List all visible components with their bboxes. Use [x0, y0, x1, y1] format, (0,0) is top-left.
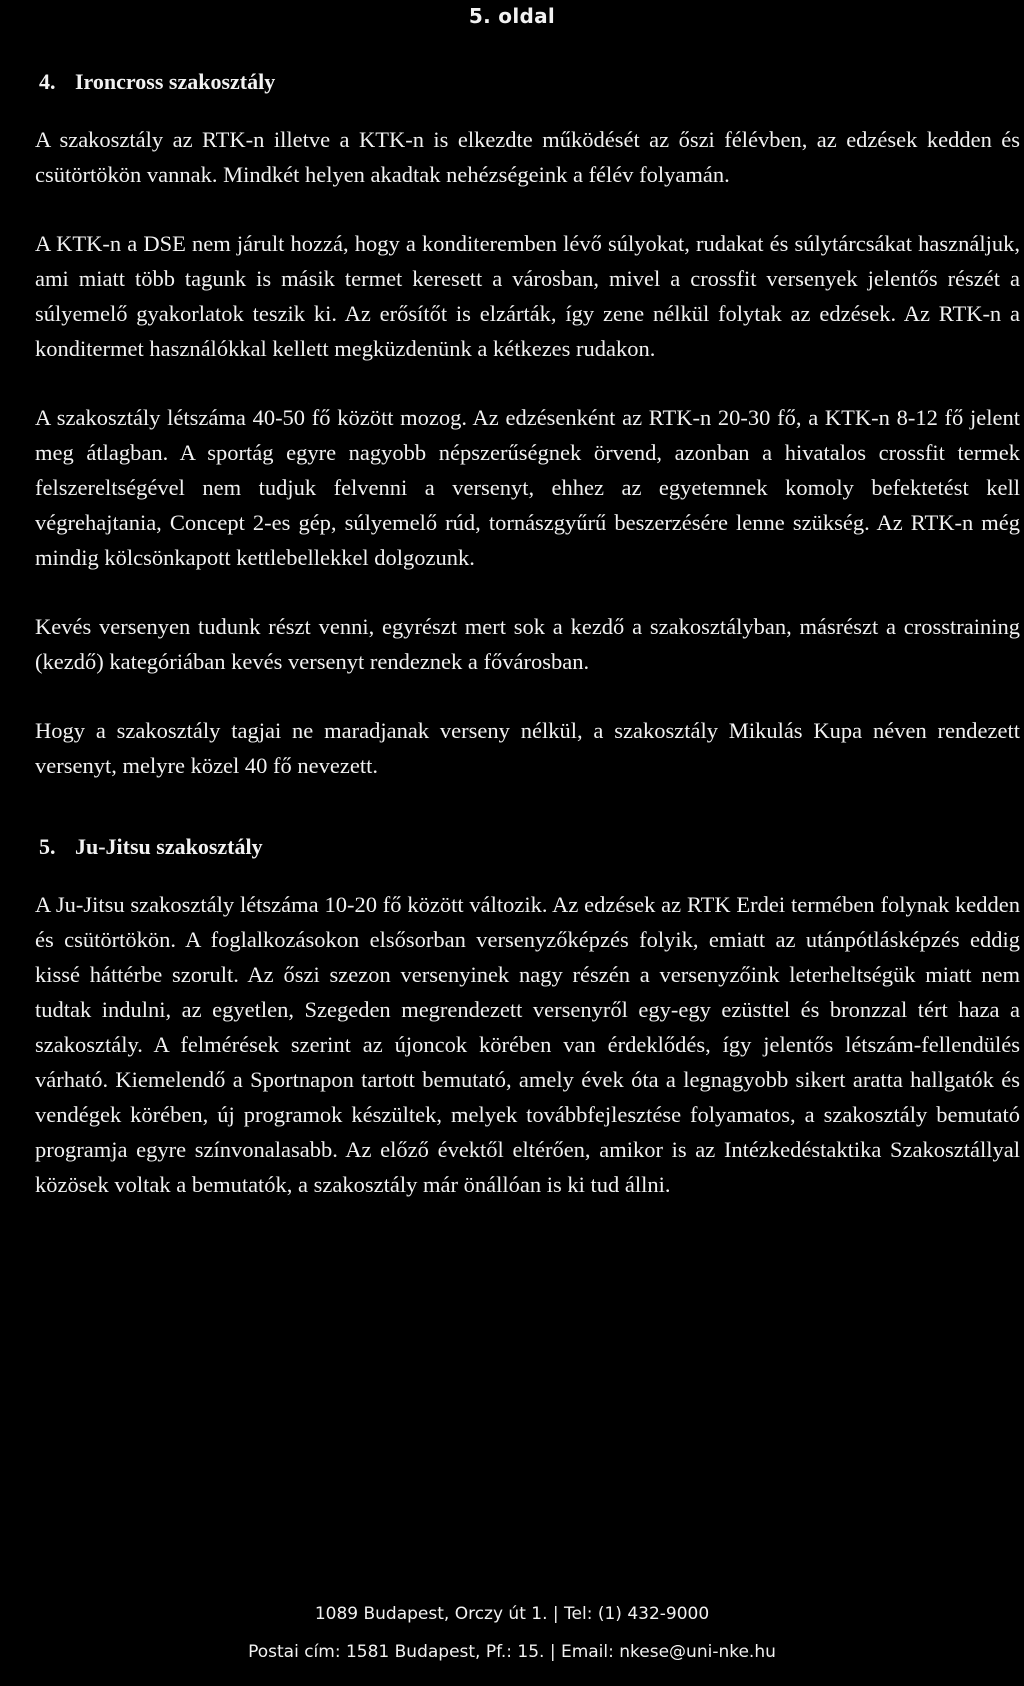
paragraph: A szakosztály az RTK-n illetve a KTK-n is elkezdte működését az őszi félévben, az edzések kedden és csütörtökön vannak. Mindkét helyen akadtak nehézségeink a félév folyamán.: [35, 127, 1020, 187]
section-heading-ironcross: [39, 66, 1020, 98]
paragraph: A KTK-n a DSE nem járult hozzá, hogy a konditeremben lévő súlyokat, rudakat és súlytárcsákat használjuk, ami miatt több tagunk is másik termet keresett a városban, mivel a crossfit versenyek jelentős részét a súlyemelő gyakorlatok teszik ki. Az erősítőt is elzárták, így zene nélkül folytak az edzések. Az RTK-n a konditermet használókkal kellett megküzdenünk a kétkezes rudakon.: [35, 231, 1020, 361]
section-title: Ju-Jitsu szakosztály: [75, 834, 263, 859]
footer-postal: Postai cím: 1581 Budapest, Pf.: 15. | Email: nkese@uni-nke.hu: [248, 1642, 776, 1662]
section-title: Ironcross szakosztály: [75, 69, 276, 94]
section-number: 4.: [39, 69, 56, 94]
document-body: [35, 66, 1020, 1236]
paragraph: Kevés versenyen tudunk részt venni, egyrészt mert sok a kezdő a szakosztályban, másrészt a crosstraining (kezdő) kategóriában kevés versenyt rendeznek a fővárosban.: [35, 614, 1020, 674]
paragraph: A szakosztály létszáma 40-50 fő között mozog. Az edzésenként az RTK-n 20-30 fő, a KTK-n 8-12 fő jelent meg átlagban. A sportág egyre nagyobb népszerűségnek örvend, azonban a hivatalos crossfit termek felszereltségével nem tudjuk felvenni a versenyt, ehhez az egyetemnek komoly befektetést kell végrehajtania, Concept 2-es gép, súlyemelő rúd, tornászgyűrű beszerzésére lenne szükség. Az RTK-n még mindig kölcsönkapott kettlebellekkel dolgozunk.: [35, 405, 1020, 570]
section-heading-jujitsu: [39, 831, 1020, 863]
section-number: 5.: [39, 834, 56, 859]
page-number: 5. oldal: [468, 4, 556, 28]
footer-address: 1089 Budapest, Orczy út 1. | Tel: (1) 432-9000: [314, 1604, 710, 1624]
paragraph: Hogy a szakosztály tagjai ne maradjanak verseny nélkül, a szakosztály Mikulás Kupa néven rendezett versenyt, melyre közel 40 fő nevezett.: [35, 718, 1020, 778]
paragraph: A Ju-Jitsu szakosztály létszáma 10-20 fő között változik. Az edzések az RTK Erdei termében folynak kedden és csütörtökön. A foglalkozásokon elsősorban versenyzőképzés folyik, emiatt az utánpótlásképzés eddig kissé háttérbe szorult. Az őszi szezon versenyinek nagy részén a versenyzőink leterheltségük miatt nem tudtak indulni, az egyetlen, Szegeden megrendezett versenyről egy-egy ezüsttel és bronzzal tért haza a szakosztály. A felmérések szerint az újoncok körében van érdeklődés, így jelentős létszám-fellendülés várható. Kiemelendő a Sportnapon tartott bemutató, amely évek óta a legnagyobb sikert aratta hallgatók és vendégek körében, új programok készültek, melyek továbbfejlesztése folyamatos, a szakosztály bemutató programja egyre színvonalasabb. Az előző évektől eltérően, amikor is az Intézkedéstaktika Szakosztállyal közösek voltak a bemutatók, a szakosztály már önállóan is ki tud állni.: [35, 892, 1020, 1197]
